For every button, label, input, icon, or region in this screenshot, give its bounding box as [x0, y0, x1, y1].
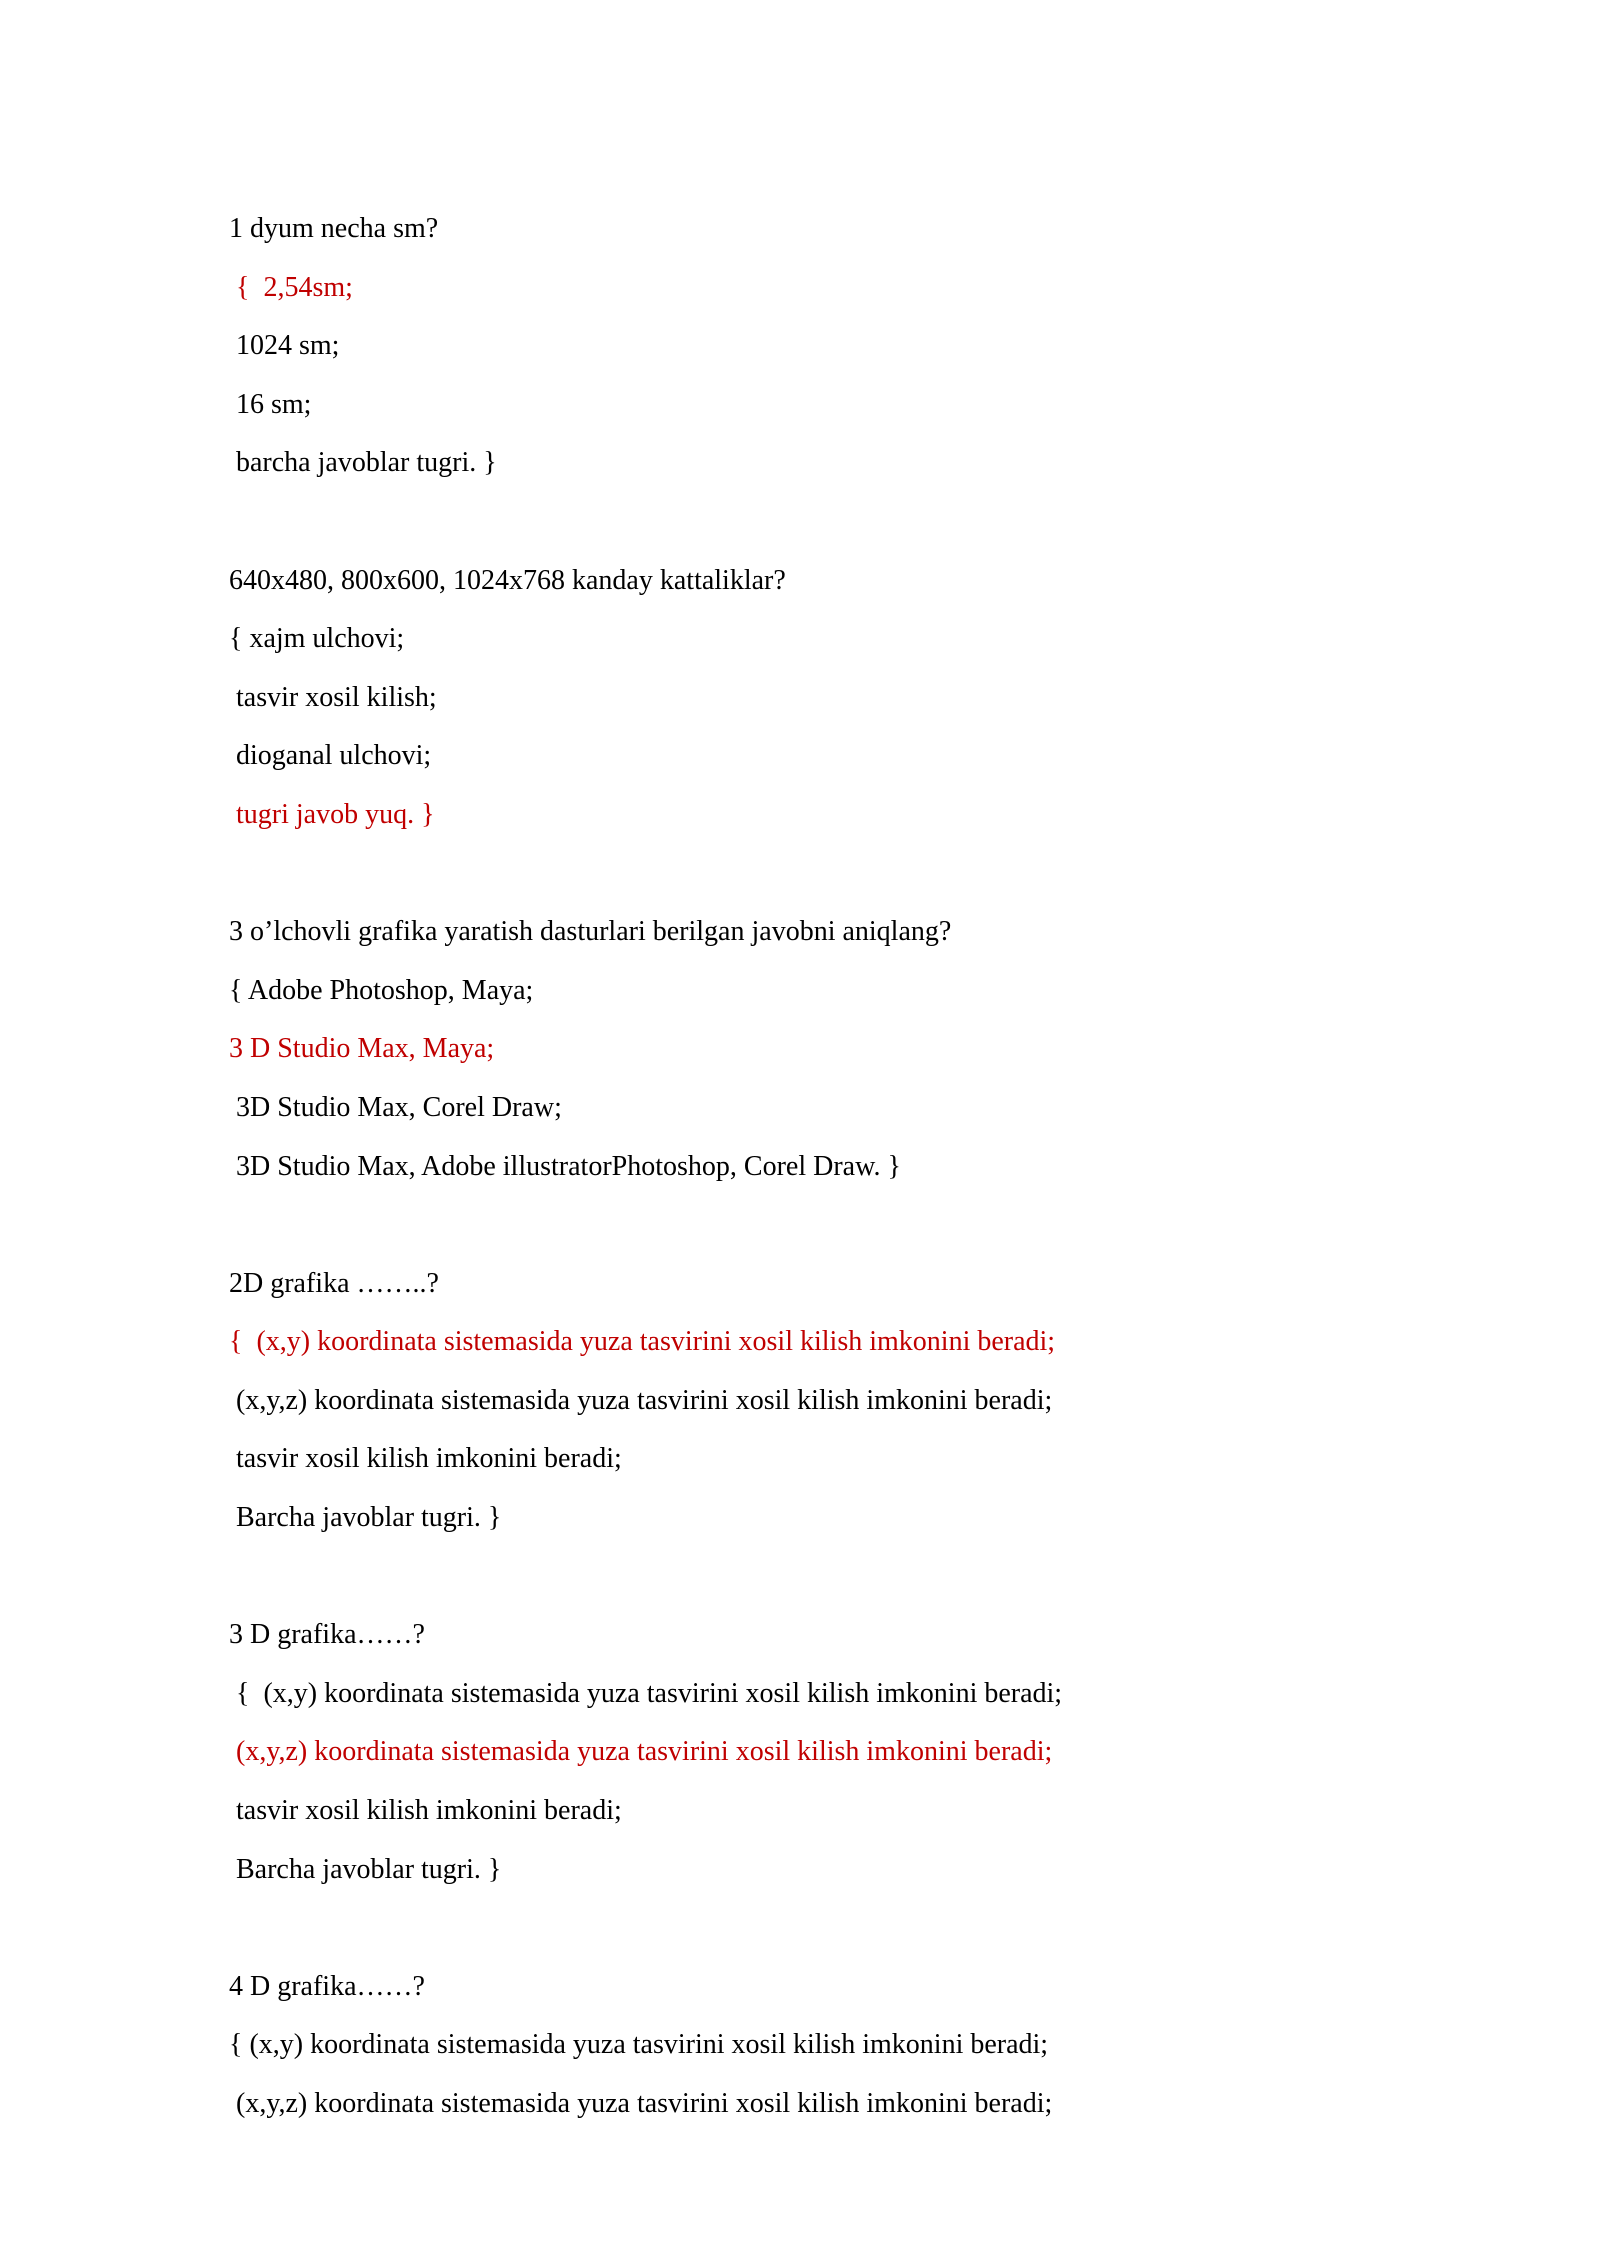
answer-option: { (x,y) koordinata sistemasida yuza tasvirini xosil kilish imkonini beradi;	[229, 2029, 1049, 2061]
question-block	[229, 1261, 1429, 1554]
blank-line	[229, 1905, 1429, 1964]
question-text: 2D grafika ……..?	[229, 1267, 439, 1299]
answer-option-correct: { 2,54sm;	[229, 271, 353, 303]
answer-option: barcha javoblar tugri. }	[229, 447, 497, 479]
question-block	[229, 1964, 1429, 2140]
answer-option: Barcha javoblar tugri. }	[229, 1502, 502, 1534]
answer-option-correct: 3 D Studio Max, Maya;	[229, 1033, 495, 1065]
question-block	[229, 206, 1429, 499]
blank-line	[229, 1202, 1429, 1261]
answer-option: dioganal ulchovi;	[229, 740, 432, 772]
answer-option: { Adobe Photoshop, Maya;	[229, 974, 534, 1006]
question-text: 3 D grafika……?	[229, 1619, 425, 1651]
answer-option-correct: (x,y,z) koordinata sistemasida yuza tasvirini xosil kilish imkonini beradi;	[229, 1736, 1053, 1768]
answer-option: 3D Studio Max, Corel Draw;	[229, 1091, 562, 1123]
answer-option: tasvir xosil kilish;	[229, 681, 437, 713]
question-text: 4 D grafika……?	[229, 1970, 425, 2002]
question-text: 3 o’lchovli grafika yaratish dasturlari berilgan javobni aniqlang?	[229, 916, 952, 948]
answer-option: { (x,y) koordinata sistemasida yuza tasvirini xosil kilish imkonini beradi;	[229, 1677, 1063, 1709]
answer-option: (x,y,z) koordinata sistemasida yuza tasvirini xosil kilish imkonini beradi;	[229, 2088, 1053, 2119]
question-text: 1 dyum necha sm?	[229, 213, 439, 244]
answer-option: tasvir xosil kilish imkonini beradi;	[229, 1795, 622, 1827]
answer-option: 1024 sm;	[229, 330, 340, 362]
answer-option: 3D Studio Max, Adobe illustratorPhotoshop, Corel Draw. }	[229, 1150, 901, 1182]
answer-option-correct: tugri javob yuq. }	[229, 798, 435, 830]
answer-option: tasvir xosil kilish imkonini beradi;	[229, 1443, 622, 1475]
blank-line	[229, 851, 1429, 910]
question-text: 640x480, 800x600, 1024x768 kanday kattaliklar?	[229, 564, 786, 596]
question-block	[229, 558, 1429, 851]
answer-option: (x,y,z) koordinata sistemasida yuza tasvirini xosil kilish imkonini beradi;	[229, 1384, 1053, 1416]
answer-option: 16 sm;	[229, 388, 312, 420]
document-page	[229, 206, 1429, 2140]
blank-line	[229, 1554, 1429, 1613]
answer-option: { xajm ulchovi;	[229, 623, 405, 655]
blank-line	[229, 499, 1429, 558]
question-block	[229, 1612, 1429, 1905]
question-block	[229, 909, 1429, 1202]
answer-option: Barcha javoblar tugri. }	[229, 1853, 502, 1885]
answer-option-correct: { (x,y) koordinata sistemasida yuza tasvirini xosil kilish imkonini beradi;	[229, 1326, 1056, 1358]
